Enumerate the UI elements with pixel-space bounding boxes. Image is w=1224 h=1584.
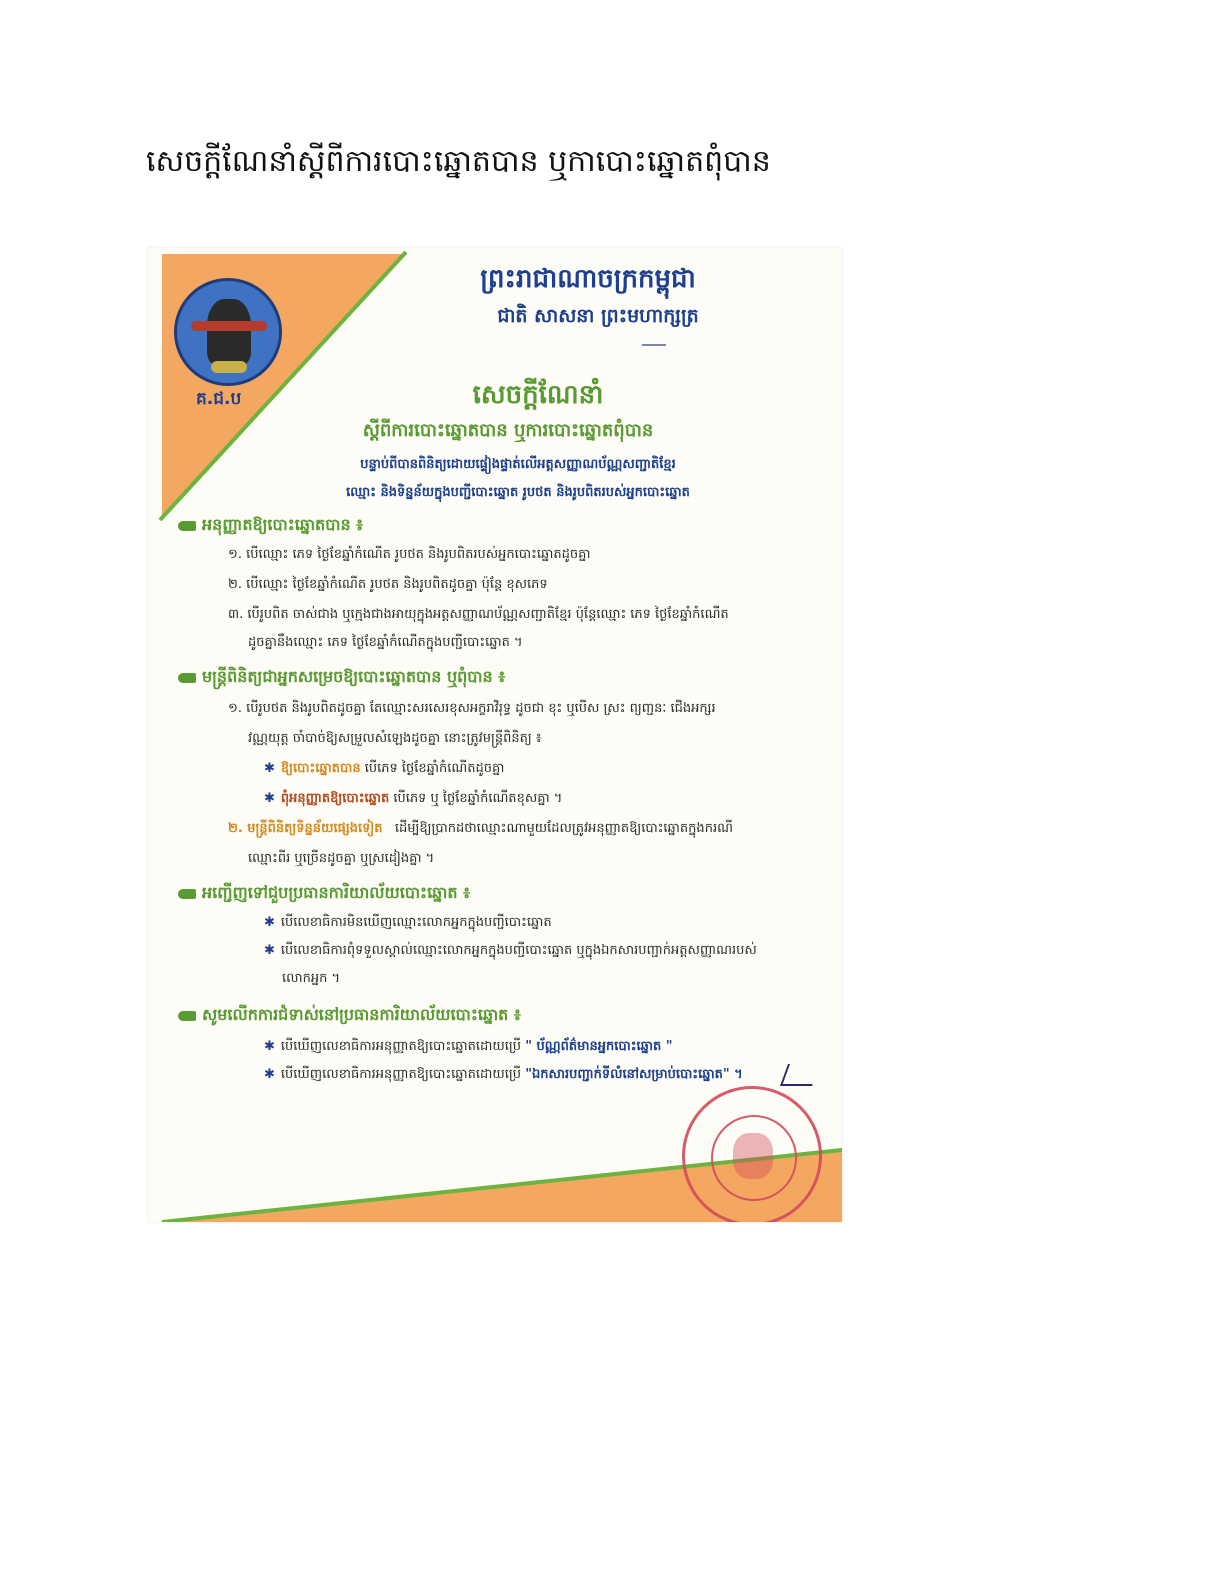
pointing-hand-icon bbox=[178, 889, 196, 899]
bullet-item bbox=[264, 942, 757, 961]
bullet-continuation: លោកអ្នក ។ bbox=[282, 971, 341, 986]
star-bullet-icon: ✱ bbox=[264, 791, 275, 806]
bullet-text: បើភេទ ឬ ថ្ងៃខែឆ្នាំកំណើតខុសគ្នា ។ bbox=[393, 791, 563, 806]
announcement-poster bbox=[148, 248, 842, 1222]
section-heading-text: សូមលើកការជំទាស់នៅប្រធានការិយាល័យបោះឆ្នោត ៖ bbox=[202, 1005, 521, 1024]
star-bullet-icon: ✱ bbox=[264, 915, 275, 930]
motto-divider bbox=[642, 344, 666, 346]
bullet-text: បើលេខាធិការមិនឃើញឈ្មោះលោកអ្នកក្នុងបញ្ជីបោះឆ្នោត bbox=[280, 915, 552, 930]
list-item-continuation: ដូចគ្នានឹងឈ្មោះ ភេទ ថ្ងៃខែឆ្នាំកំណើតក្នុងបញ្ជីបោះឆ្នោត ។ bbox=[248, 635, 523, 650]
bullet-quote: " ប័ណ្ណព័ត៌មានអ្នកបោះឆ្នោត " bbox=[525, 1039, 673, 1054]
bullet-text: បើលេខាធិការពុំទទួលស្គាល់ឈ្មោះលោកអ្នកក្នុងបញ្ជីបោះឆ្នោត ឬក្នុងឯកសារបញ្ជាក់អត្តសញ្ញាណរបស់ bbox=[280, 943, 757, 958]
item-label: ២. មន្ត្រីពិនិត្យទិន្នន័យផ្សេងទៀត bbox=[228, 821, 383, 836]
star-bullet-icon: ✱ bbox=[264, 1039, 275, 1054]
page-title: សេចក្តីណែនាំស្តីពីការបោះឆ្នោតបាន ឬកាបោះឆ្នោតពុំបាន bbox=[146, 144, 771, 179]
section-heading-text: មន្ត្រីពិនិត្យជាអ្នកសម្រេចឱ្យបោះឆ្នោតបាន ឬពុំបាន ៖ bbox=[202, 667, 506, 686]
bullet-item bbox=[264, 1038, 673, 1057]
notice-title: សេចក្តីណែនាំ bbox=[472, 380, 604, 410]
bullet-label: ពុំអនុញ្ញាតឱ្យបោះឆ្នោត bbox=[280, 791, 390, 806]
section-heading-text: អញ្ជើញទៅជួបប្រធានការិយាល័យបោះឆ្នោត ៖ bbox=[202, 883, 471, 902]
section-heading-objection bbox=[178, 1004, 521, 1028]
bullet-item bbox=[264, 914, 552, 933]
list-item-continuation: ឈ្មោះពីរ ឬច្រើនដូចគ្នា ឬស្រដៀងគ្នា ។ bbox=[248, 851, 435, 866]
pointing-hand-icon bbox=[178, 521, 196, 531]
list-item: ៣. បើរូបពិត ចាស់ជាង ឬក្មេងជាងអាយុក្នុងអត្តសញ្ញាណប័ណ្ណសញ្ជាតិខ្មែរ ប៉ុន្តែឈ្មោះ ភេទ ថ្ងៃខែឆ្នាំកំណើត bbox=[228, 607, 729, 622]
national-motto: ជាតិ សាសនា ព្រះមហាក្សត្រ bbox=[497, 305, 699, 327]
item-text: ដើម្បីឱ្យប្រាកដថាឈ្មោះណាមួយដែលត្រូវអនុញ្ញាតឱ្យបោះឆ្នោតក្នុងករណី bbox=[394, 821, 733, 836]
bullet-text: បើឃើញលេខាធិការអនុញ្ញាតឱ្យបោះឆ្នោតដោយប្រើ bbox=[280, 1067, 522, 1082]
section-heading-see-chief bbox=[178, 882, 470, 906]
star-bullet-icon: ✱ bbox=[264, 761, 275, 776]
bullet-quote: "ឯកសារបញ្ជាក់ទីលំនៅសម្រាប់បោះឆ្នោត" ។ bbox=[525, 1067, 743, 1082]
list-item: ១. បើរូបថត និងរូបពិតដូចគ្នា តែឈ្មោះសរសេរខុសអក្ខរាវិរុទ្ធ ដូចជា ខុះ ឬបើស ស្រះ ព្យញ្ជនៈ ជើងអក្សរ bbox=[228, 701, 716, 716]
logo-abbreviation: គ.ជ.ប bbox=[196, 389, 242, 409]
bullet-text: បើឃើញលេខាធិការអនុញ្ញាតឱ្យបោះឆ្នោតដោយប្រើ bbox=[280, 1039, 522, 1054]
intro-line: បន្ទាប់ពីបានពិនិត្យដោយផ្ទៀងផ្ទាត់លើអត្តសញ្ញាណប័ណ្ណសញ្ជាតិខ្មែរ bbox=[360, 457, 676, 472]
official-seal-stamp bbox=[682, 1086, 822, 1222]
bullet-item bbox=[264, 1066, 743, 1085]
logo-arms-icon bbox=[191, 321, 267, 331]
star-bullet-icon: ✱ bbox=[264, 1067, 275, 1082]
bullet-label: ឱ្យបោះឆ្នោតបាន bbox=[280, 761, 361, 776]
list-item: ២. បើឈ្មោះ ថ្ងៃខែឆ្នាំកំណើត រូបថត និងរូបពិតដូចគ្នា ប៉ុន្តែ ខុសភេទ bbox=[228, 577, 548, 592]
logo-figure-icon bbox=[207, 299, 251, 365]
seal-emblem-icon bbox=[733, 1133, 773, 1179]
intro-line: ឈ្មោះ និងទិន្នន័យក្នុងបញ្ជីបោះឆ្នោត រូបថត និងរូបពិតរបស់អ្នកបោះឆ្នោត bbox=[346, 485, 690, 500]
pointing-hand-icon bbox=[178, 673, 196, 683]
notice-headline: ស្តីពីការបោះឆ្នោតបាន ឬការបោះឆ្នោតពុំបាន bbox=[362, 420, 654, 441]
list-item-continuation: វណ្ណយុត្ត ចាំបាច់ឱ្យសម្រួលសំឡេងដូចគ្នា នោះត្រូវមន្ត្រីពិនិត្យ ៖ bbox=[248, 731, 542, 746]
pointing-hand-icon bbox=[178, 1011, 196, 1021]
star-bullet-icon: ✱ bbox=[264, 943, 275, 958]
section-heading-officer-decides bbox=[178, 666, 505, 690]
section-heading-allowed bbox=[178, 514, 363, 538]
bullet-text: បើភេទ ថ្ងៃខែឆ្នាំកំណើតដូចគ្នា bbox=[364, 761, 505, 776]
nec-logo bbox=[174, 278, 282, 386]
bullet-item bbox=[264, 760, 504, 779]
section-heading-text: អនុញ្ញាតឱ្យបោះឆ្នោតបាន ៖ bbox=[202, 515, 364, 534]
bullet-item bbox=[264, 790, 562, 809]
kingdom-heading: ព្រះរាជាណាចក្រកម្ពុជា bbox=[480, 264, 696, 294]
list-item: ១. បើឈ្មោះ ភេទ ថ្ងៃខែឆ្នាំកំណើត រូបថត និងរូបពិតរបស់អ្នកបោះឆ្នោតដូចគ្នា bbox=[228, 547, 591, 562]
logo-base-icon bbox=[211, 361, 247, 373]
list-item bbox=[228, 820, 733, 839]
